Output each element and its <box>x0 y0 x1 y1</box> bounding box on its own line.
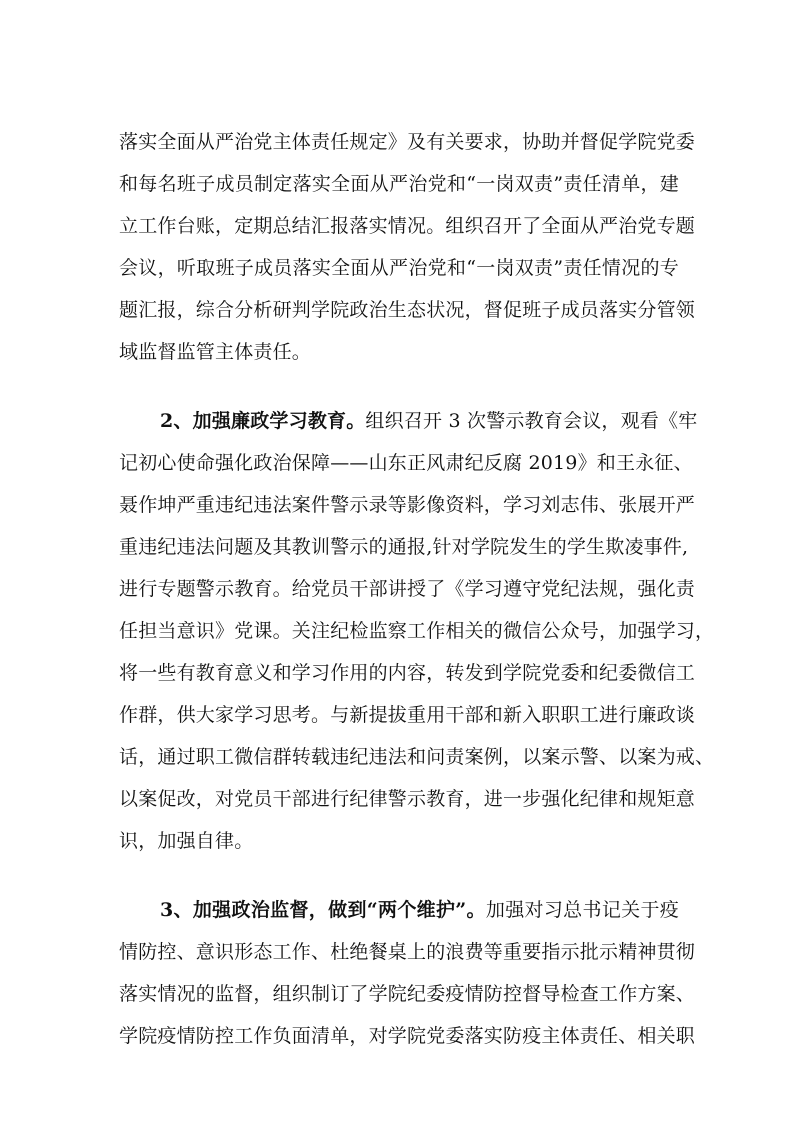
paragraph-1-line-1: 落实全面从严治党主体责任规定》及有关要求，协助并督促学院党委 <box>119 131 696 153</box>
paragraph-1-line-2: 和每名班子成员制定落实全面从严治党和“一岗双责”责任清单，建 <box>119 173 679 195</box>
paragraph-2-line-2: 记初心使命强化政治保障——山东正风肃纪反腐 2019》和王永征、 <box>119 452 693 474</box>
paragraph-1-line-3: 立工作台账，定期总结汇报落实情况。组织召开了全面从严治党专题 <box>119 215 696 237</box>
paragraph-2-line-11: 识，加强自律。 <box>119 830 254 852</box>
paragraph-2-line-3: 聂作坤严重违纪违法案件警示录等影像资料，学习刘志伟、张展开严 <box>119 494 696 516</box>
paragraph-2-line-7: 将一些有教育意义和学习作用的内容，转发到学院党委和纪委微信工 <box>119 662 696 684</box>
paragraph-2-line-9: 话，通过职工微信群转载违纪违法和问责案例，以案示警、以案为戒、 <box>119 746 715 768</box>
paragraph-1-line-4: 会议，听取班子成员落实全面从严治党和“一岗双责”责任情况的专 <box>119 257 679 279</box>
paragraph-3-line-4: 学院疫情防控工作负面清单，对学院党委落实防疫主体责任、相关职 <box>119 1025 696 1047</box>
paragraph-3-first-line <box>160 893 679 927</box>
paragraph-2-line-10: 以案促改，对党员干部进行纪律警示教育，进一步强化纪律和规矩意 <box>119 788 696 810</box>
paragraph-2-line-6: 任担当意识》党课。关注纪检监察工作相关的微信公众号，加强学习， <box>119 620 715 642</box>
paragraph-2-first-line-text: 组织召开 3 次警示教育会议，观看《牢 <box>365 410 698 432</box>
paragraph-2-first-line <box>160 404 698 438</box>
paragraph-3-line-2: 情防控、意识形态工作、杜绝餐桌上的浪费等重要指示批示精神贯彻 <box>119 941 696 963</box>
paragraph-2-line-4: 重违纪违法问题及其教训警示的通报,针对学院发生的学生欺凌事件, <box>119 536 689 558</box>
paragraph-3-line-3: 落实情况的监督，组织制订了学院纪委疫情防控督导检查工作方案、 <box>119 983 696 1005</box>
paragraph-1-line-6: 域监督监管主体责任。 <box>119 341 312 363</box>
paragraph-2-line-8: 作群，供大家学习思考。与新提拔重用干部和新入职职工进行廉政谈 <box>119 704 696 726</box>
paragraph-2-heading: 2、加强廉政学习教育。 <box>160 410 366 432</box>
paragraph-3-first-line-text: 加强对习总书记关于疫 <box>485 899 679 921</box>
paragraph-3-heading: 3、加强政治监督，做到“两个维护”。 <box>160 899 486 921</box>
paragraph-1-line-5: 题汇报，综合分析研判学院政治生态状况，督促班子成员落实分管领 <box>119 299 696 321</box>
paragraph-2-line-5: 进行专题警示教育。给党员干部讲授了《学习遵守党纪法规，强化责 <box>119 578 696 600</box>
